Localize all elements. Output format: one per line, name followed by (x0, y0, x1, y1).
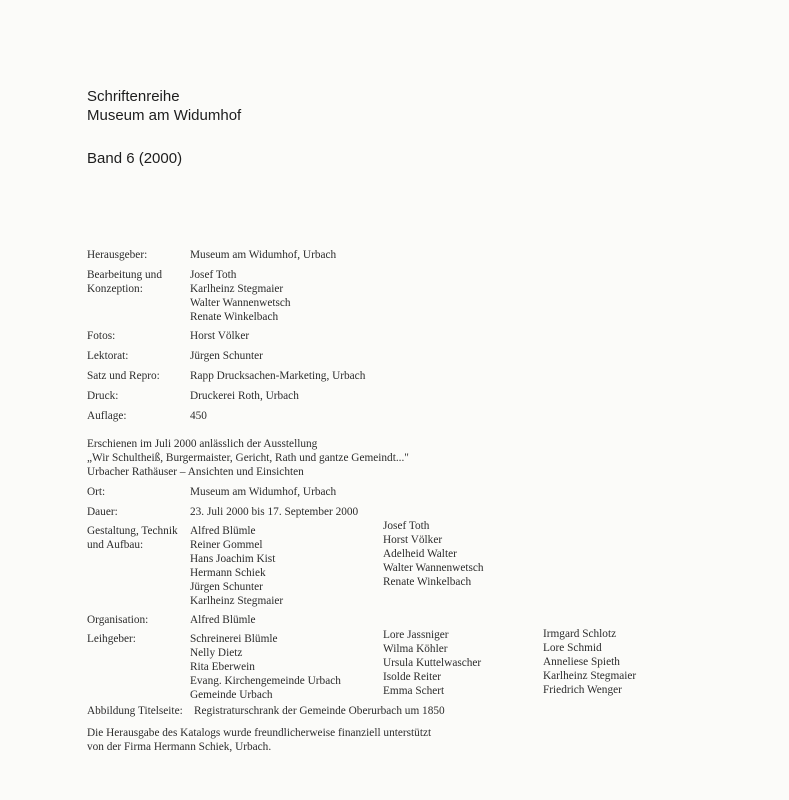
photos-value: Horst Völker (190, 330, 250, 342)
design-label-line1: Gestaltung, Technik (87, 525, 178, 537)
lender-name: Anneliese Spieth (543, 656, 620, 668)
editor-name: Walter Wannenwetsch (190, 297, 291, 309)
edition-label: Auflage: (87, 410, 127, 422)
typesetting-value: Rapp Drucksachen-Marketing, Urbach (190, 370, 366, 382)
series-publisher: Museum am Widumhof (87, 107, 242, 124)
lender-name: Karlheinz Stegmaier (543, 670, 637, 682)
design-name: Hermann Schiek (190, 567, 266, 579)
lender-name: Rita Eberwein (190, 661, 255, 673)
volume-number: Band 6 (2000) (87, 150, 183, 167)
lender-name: Nelly Dietz (190, 647, 243, 659)
editor-name: Josef Toth (190, 269, 237, 281)
design-name: Karlheinz Stegmaier (190, 595, 284, 607)
print-value: Druckerei Roth, Urbach (190, 390, 299, 402)
design-names-col2 (383, 519, 484, 589)
editor-name: Karlheinz Stegmaier (190, 283, 284, 295)
lender-name: Isolde Reiter (383, 671, 442, 683)
publisher-value: Museum am Widumhof, Urbach (190, 249, 337, 261)
duration-value: 23. Juli 2000 bis 17. September 2000 (190, 506, 359, 518)
sponsor-note-line2: von der Firma Hermann Schiek, Urbach. (87, 741, 272, 753)
proofreading-value: Jürgen Schunter (190, 350, 263, 362)
exhibition-title: „Wir Schultheiß, Burgermaister, Gericht, Rath und gantze Gemeindt..." (87, 452, 409, 464)
edition-value: 450 (190, 410, 207, 422)
cover-illustration-value: Registraturschrank der Gemeinde Oberurbach um 1850 (194, 705, 445, 717)
lender-name: Evang. Kirchengemeinde Urbach (190, 675, 341, 687)
duration-label: Dauer: (87, 506, 118, 518)
lender-name: Emma Schert (383, 685, 445, 697)
design-name: Renate Winkelbach (383, 576, 472, 588)
editor-name: Renate Winkelbach (190, 311, 279, 323)
publisher-label: Herausgeber: (87, 249, 148, 261)
design-name: Josef Toth (383, 520, 430, 532)
photos-label: Fotos: (87, 330, 116, 342)
lender-name: Lore Jassniger (383, 629, 449, 641)
lender-name: Irmgard Schlotz (543, 628, 617, 640)
editing-names (190, 268, 291, 324)
lender-name: Wilma Köhler (383, 643, 448, 655)
lender-name: Lore Schmid (543, 642, 602, 654)
lenders-col1 (190, 632, 341, 702)
lender-name: Ursula Kuttelwascher (383, 657, 482, 669)
design-name: Reiner Gommel (190, 539, 263, 551)
organisation-label: Organisation: (87, 614, 149, 626)
design-names-col1 (190, 524, 283, 608)
lender-name: Gemeinde Urbach (190, 689, 273, 701)
lenders-col2 (383, 628, 481, 698)
lenders-label: Leihgeber: (87, 633, 136, 645)
typesetting-label: Satz und Repro: (87, 370, 160, 382)
editing-label-line2: Konzeption: (87, 283, 143, 295)
exhibition-intro: Erschienen im Juli 2000 anlässlich der Ausstellung (87, 438, 318, 450)
exhibition-subtitle: Urbacher Rathäuser – Ansichten und Einsichten (87, 466, 304, 478)
design-name: Walter Wannenwetsch (383, 562, 484, 574)
cover-illustration-label: Abbildung Titelseite: (87, 705, 183, 717)
print-label: Druck: (87, 390, 119, 402)
design-name: Adelheid Walter (383, 548, 457, 560)
series-name: Schriftenreihe (87, 88, 180, 105)
design-name: Hans Joachim Kist (190, 553, 276, 565)
sponsor-note-line1: Die Herausgabe des Katalogs wurde freundlicherweise finanziell unterstützt (87, 727, 432, 739)
lender-name: Schreinerei Blümle (190, 633, 278, 645)
lenders-col3 (543, 627, 636, 697)
organisation-value: Alfred Blümle (190, 614, 256, 626)
design-name: Jürgen Schunter (190, 581, 263, 593)
design-label-line2: und Aufbau: (87, 539, 144, 551)
venue-label: Ort: (87, 486, 106, 498)
design-name: Horst Völker (383, 534, 443, 546)
design-name: Alfred Blümle (190, 525, 256, 537)
lender-name: Friedrich Wenger (543, 684, 622, 696)
venue-value: Museum am Widumhof, Urbach (190, 486, 337, 498)
editing-label-line1: Bearbeitung und (87, 269, 162, 281)
proofreading-label: Lektorat: (87, 350, 129, 362)
